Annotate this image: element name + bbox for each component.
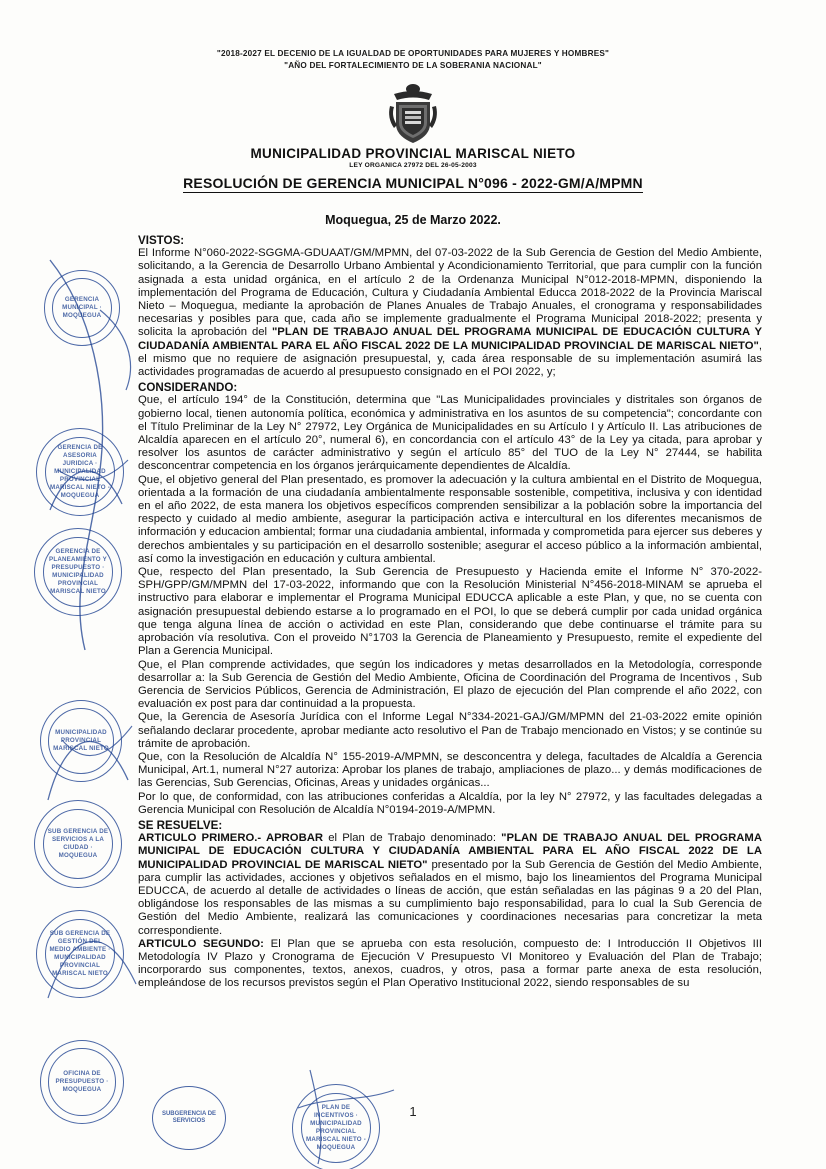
articulo-primero-intro: el Plan de Trabajo denominado: [323, 832, 502, 845]
seal-gerencia-planeamiento-presupuesto [34, 528, 122, 616]
document-header [0, 0, 826, 227]
seal-text: SUBGERENCIA DE SERVICIOS [161, 1110, 217, 1124]
articulo-segundo [138, 938, 762, 991]
considerando-paragraph: Que, el objetivo general del Plan presentado, es promover la adecuación y la cultura ambiental en el Distrito de Moquegua, orientada a la formación de una ciudadanía ambientalmente responsable sostenible, competitiva, inclusiva y con identidad en el año 2022, de esta manera los objetivos específicos comprenden sensibilizar a la población sobre la importancia del respecto y cuidado al medio ambiente, asegurar la participación activa e intercultural en los diferentes mecanismos de información y educacion ambiental; formar una ciudadania ambiental, informada y comprometida para ejercer sus deberes y derechos ambientales y su participación en el desarrollo sostenible; asegurar el acceso público a la información ambiental, así como la investigación en educación y cultura ambiental. [138, 473, 762, 565]
se-resuelve-section [138, 819, 762, 991]
articulo-segundo-text: El Plan que se aprueba con esta resolución, compuesto de: I Introducción II Objetivos III Metodología IV Plazo y Cronograma de Ejecución V Presupuesto VI Monitoreo y Evaluación del Plan de Trabajo; incorporardo sus componentes, textos, anexos, cuadros, y otros, pasa a formar parte anexa de esta resolución, empleándose de los recursos previstos según el Plan Operativo Institucional 2022, siendo responsables de su [138, 937, 762, 990]
vistos-text-part-1: El Informe N°060-2022-SGGMA-GDUAAT/GM/MPMN, del 07-03-2022 de la Sub Gerencia de Gestion del Medio Ambiente, solicitando, a la Gerencia de Desarrollo Urbano Ambiental y Acondicionamiento Territorial, que para cumplir con la función asignada a esta unidad orgánica, en el artículo 2 de la Ordenanza Municipal N°012-2018-MPMN, disponiendo la implementación del Programa de Educación, Cultura y Ciudadanía Ambiental Educca 2018-2022 de la Provincia Mariscal Nieto – Moquegua, mediante la aprobación de Planes Anuales de Trabajo Anuales, el cronograma y responsabilidades necesarias y posibles para que, cada año se implemente gradualmente el Programa Municipal 2018-2022; presenta y solicita la aprobación del [138, 247, 762, 339]
municipality-name: MUNICIPALIDAD PROVINCIAL MARISCAL NIETO [250, 146, 576, 161]
seal-text: PLAN DE INCENTIVOS · MUNICIPALIDAD PROVINCIAL MARISCAL NIETO - MOQUEGUA [305, 1103, 367, 1151]
vistos-text-part-2: , el mismo que no requiere de asignación presupuestal, y, cada área responsable de su implementación asumirá las actividades programadas de acuerdo al presupuesto consignado en el POI 2022, y; [138, 339, 762, 379]
se-resuelve-label: SE RESUELVE: [138, 818, 223, 832]
considerando-paragraph: Que, con la Resolución de Alcaldía N° 155-2019-A/MPMN, se desconcentra y delega, facultades de Alcaldía a Gerencia Municipal, Art.1, numeral N°27 autoriza: Aprobar los planes de trabajo, ampliaciones de plazo... y demás modificaciones de las Gerencias, Sub Gerencias, Oficinas, Areas y unidades orgánicas... [138, 750, 762, 790]
considerando-section [138, 381, 762, 817]
signature-scrawl-juridica [40, 440, 150, 535]
seal-text: GERENCIA MUNICIPAL · MOQUEGUA [62, 295, 102, 319]
seal-sub-gerencia-gestion-medio-ambiente [36, 910, 124, 998]
seal-presidente [40, 700, 122, 782]
articulo-primero-plan-name: "PLAN DE TRABAJO ANUAL DEL PROGRAMA MUNICIPAL DE EDUCACIÓN CULTURA Y CIUDADANÍA AMBIENTAL PARA EL AÑO FISCAL 2022 DE LA MUNICIPALIDAD PROVINCIAL DE MARISCAL NIETO" [138, 832, 762, 871]
vistos-paragraph [138, 247, 762, 379]
seal-plan-de-incentivos [292, 1084, 380, 1169]
seal-text: GERENCIA DE PLANEAMIENTO Y PRESUPUESTO · MUNICIPALIDAD PROVINCIAL MARISCAL NIETO [49, 547, 107, 595]
seal-gerencia-municipal [44, 270, 120, 346]
considerando-paragraph: Que, el Plan comprende actividades, que según los indicadores y metas desarrollados en la Metodología, corresponde desarrollar a: la Sub Gerencia de Gestión del Medio Ambiente, Oficina de Coordinación del Programa de Incentivos , Sub Gerencia de Servicios Públicos, Gerencia de Administración, El plazo de ejecución del Plan comprende el año 2022, con evaluación ex post para dar continuidad a la propuesta. [138, 658, 762, 711]
organic-law-reference: LEY ORGANICA 27972 DEL 26-05-2003 [349, 162, 477, 169]
seal-text: GERENCIA DE ASESORIA JURIDICA · MUNICIPALIDAD PROVINCIAL MARISCAL NIETO - MOQUEGUA [49, 443, 111, 499]
resolution-title: RESOLUCIÓN DE GERENCIA MUNICIPAL N°096 - 2022-GM/A/MPMN [183, 175, 643, 191]
articulo-primero-text: presentado por la Sub Gerencia de Gestión del Medio Ambiente, para cumplir las actividades, acciones y objetivos señalados en el mismo, bajo los lineamientos del Programa Municipal EDUCCA, de acuerdo al detalle de actividades o líneas de acción, que están señaladas en las páginas 9 a 20 del Plan, obligándose los responsables de las mismas a su cumplimiento bajo responsabilidad, para lo cual la Sub Gerencia de Gestión del Medio Ambiente, realizará las comunicaciones y coordinaciones necesarias para concretizar la meta correspondiente. [138, 858, 763, 937]
vistos-section [138, 234, 762, 379]
vistos-plan-name: "PLAN DE TRABAJO ANUAL DEL PROGRAMA MUNICIPAL DE EDUCACIÓN CULTURA Y CIUDADANÍA AMBIENTAL PARA EL AÑO FISCAL 2022 DE LA MUNICIPALIDAD PROVINCIAL DE MARISCAL NIETO" [138, 326, 762, 352]
seal-text: SUB GERENCIA DE SERVICIOS A LA CIUDAD · MOQUEGUA [47, 827, 109, 859]
considerando-paragraph: Que, respecto del Plan presentado, la Sub Gerencia de Presupuesto y Hacienda emite el Informe N° 370-2022-SPH/GPP/GM/MPMN del 17-03-2022, informando que con la Resolución Ministerial N°456-2018-MINAM se aprueba el instructivo para elaborar e implementar el Programa Municipal EDUCCA aplicable a este Plan, y que, no se cuenta con asignación presupuestal debiendo estarse a lo programado en el POI, lo que se deberá cumplir por cada unidad orgánica que tenga alguna línea de acción o actividad en este Plan, considerando que debe continuarse el trámite para su aprobación vía resolutiva. Con el proveido N°1703 la Gerencia de Planeamiento y Presupuesto, remite el expediente del Plan a Gerencia Municipal. [138, 566, 762, 658]
place-and-date: Moquegua, 25 de Marzo 2022. [325, 213, 501, 227]
seal-text: SUB GERENCIA DE GESTIÓN DEL MEDIO AMBIENTE · MUNICIPALIDAD PROVINCIAL MARISCAL NIETO [49, 929, 111, 977]
articulo-segundo-label: ARTICULO SEGUNDO: [138, 937, 264, 950]
vistos-label: VISTOS: [138, 234, 185, 247]
document-body [138, 232, 762, 993]
seal-gerencia-asesoria-juridica [36, 428, 124, 516]
considerando-paragraph: Que, el artículo 194° de la Constitución, determina que "Las Municipalidades provinciales y distritales son órganos de gobierno local, tienen autonomía política, económica y administrativa en los asuntos de su competencia"; concordante con el Título Preliminar de la Ley N° 27972, Ley Orgánica de Municipalidades en su Artículo I y Artículo II. Las atribuciones de Alcaldía aparecen en el artículo 20°, numeral 6), en concordancia con el artículo 43° de la Ley ya citada, para aprobar y resolver los asuntos de carácter administrativo y según el artículo 85° del TUO de la Ley N° 27444, se habilita desconcentrar competencia en los órganos jerárquicamente dependientes de Alcaldía. [138, 394, 762, 473]
articulo-primero [138, 832, 762, 938]
considerando-paragraph: Que, la Gerencia de Asesoría Jurídica con el Informe Legal N°334-2021-GAJ/GM/MPMN del 21-03-2022 emite opinión señalando declarar procedente, aprobar mediante acto resolutivo el Pan de Trabajo mencionado en Vistos; y se continúe su trámite de aprobación. [138, 711, 762, 750]
articulo-primero-label: ARTICULO PRIMERO.- APROBAR [138, 832, 324, 845]
header-slogan-line-1: "2018-2027 EL DECENIO DE LA IGUALDAD DE OPORTUNIDADES PARA MUJERES Y HOMBRES" [216, 49, 610, 58]
considerando-paragraph: Por lo que, de conformidad, con las atribuciones conferidas a Alcaldía, por la ley N° 27972, y las facultades delegadas a Gerencia Municipal con Resolución de Alcaldía N°0194-2019-A/MPMN. [138, 790, 762, 816]
seal-text: MUNICIPALIDAD PROVINCIAL MARISCAL NIETO [53, 729, 109, 752]
coat-of-arms-icon [386, 82, 440, 144]
header-slogan-line-2: "AÑO DEL FORTALECIMIENTO DE LA SOBERANIA NACIONAL" [284, 61, 542, 70]
considerando-label: CONSIDERANDO: [138, 381, 238, 395]
seal-text: OFICINA DE PRESUPUESTO · MOQUEGUA [55, 1069, 109, 1093]
page-number: 1 [409, 1104, 417, 1119]
seal-sub-gerencia-servicios-ciudad [34, 800, 122, 888]
